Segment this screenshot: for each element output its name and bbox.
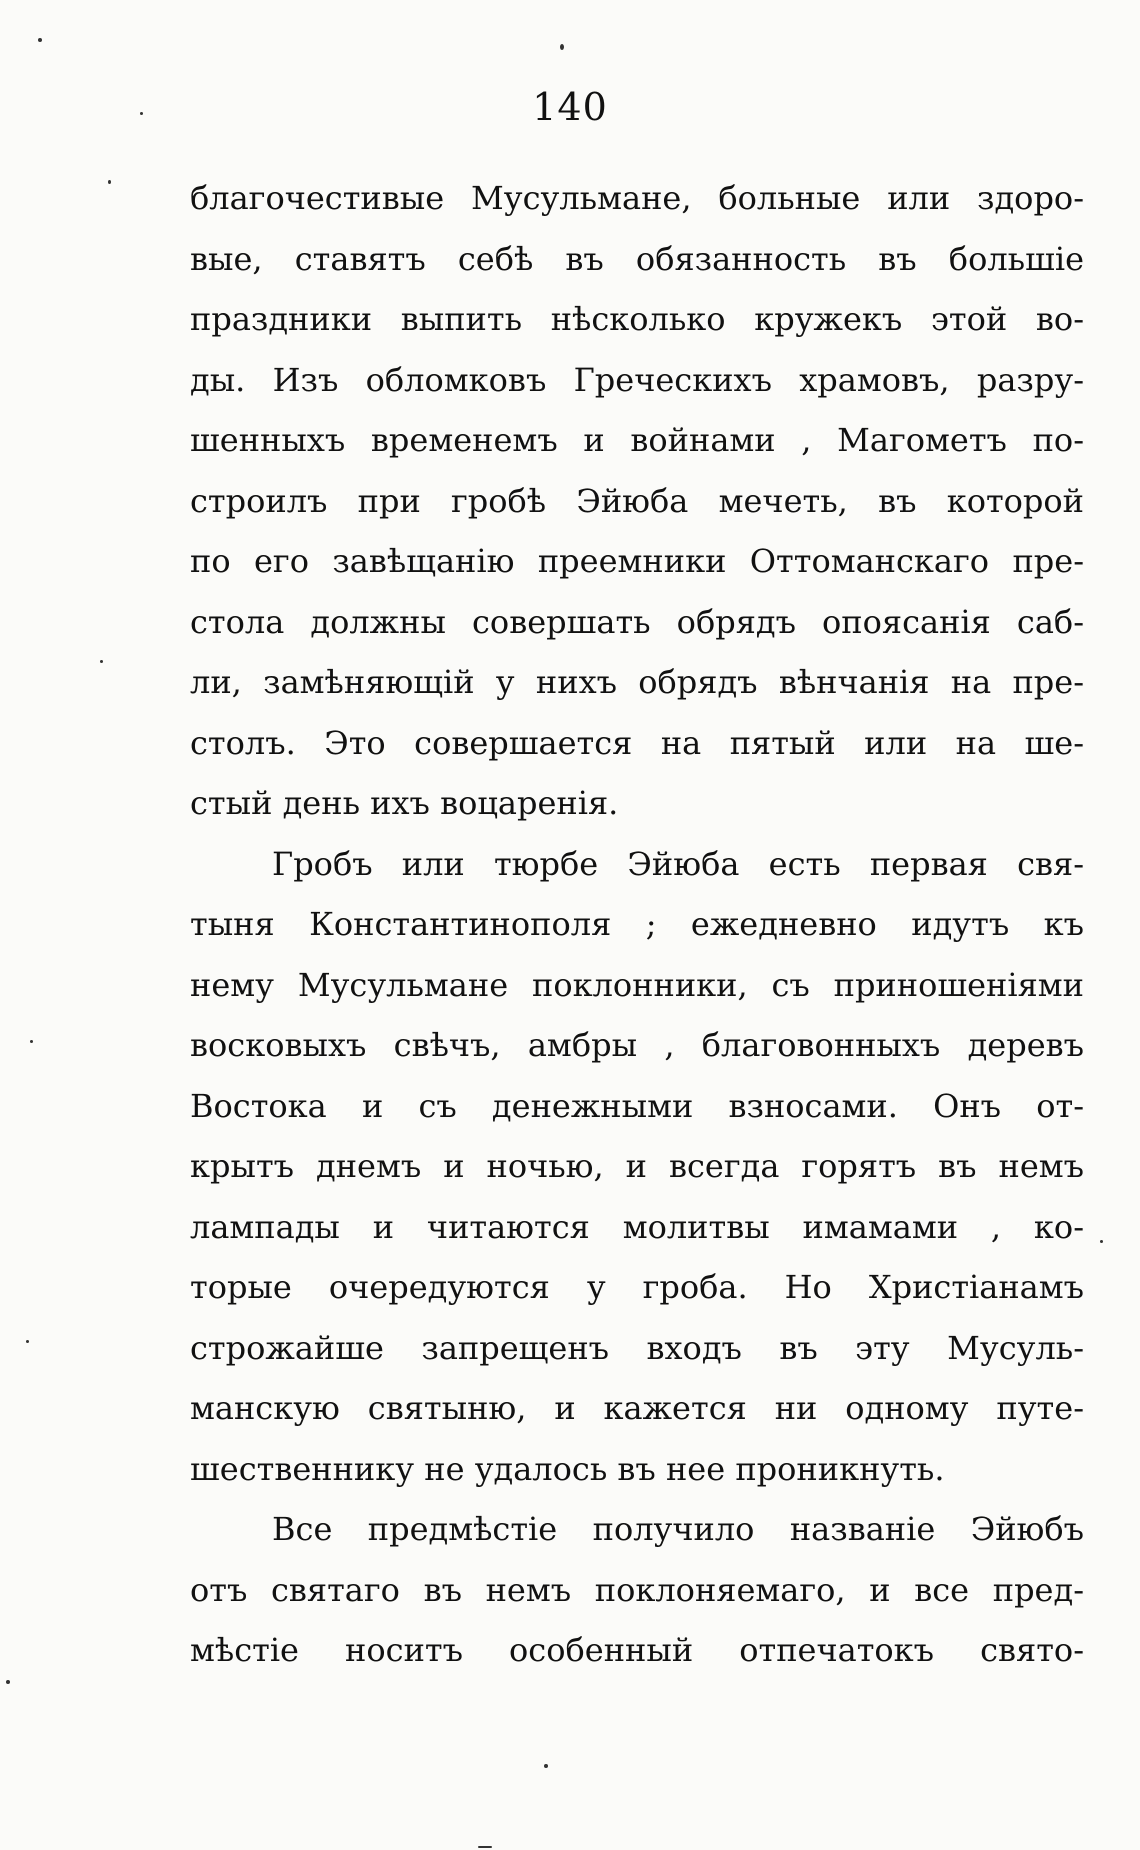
text-line: ли, замѣняющій у нихъ обрядъ вѣнчанія на пре- <box>190 663 1084 701</box>
scan-speck <box>1100 1240 1103 1243</box>
text-line: стола должны совершать обрядъ опоясанія саб- <box>190 602 1084 641</box>
text-line: вые, ставятъ себѣ въ обязанность въ большіе <box>190 239 1084 278</box>
text-line: отъ святаго въ немъ поклоняемаго, и все пред- <box>190 1570 1084 1609</box>
text-line: тыня Константинополя ; ежедневно идутъ къ <box>190 905 1084 943</box>
paragraph-3 <box>190 1499 1084 1681</box>
scan-speck <box>108 180 111 184</box>
scan-speck <box>478 1846 492 1848</box>
scan-speck <box>140 112 143 115</box>
text-line: строжайше запрещенъ входъ въ эту Мусуль- <box>190 1328 1084 1367</box>
text-line: мѣстіе носитъ особенный отпечатокъ свято- <box>190 1631 1084 1669</box>
text-line: лампады и читаются молитвы имамами , ко- <box>190 1207 1084 1246</box>
text-line: Гробъ или тюрбе Эйюба есть первая свя- <box>272 844 1084 883</box>
scan-speck <box>544 1764 548 1768</box>
text-line: восковыхъ свѣчъ, амбры , благовонныхъ деревъ <box>190 1026 1084 1064</box>
scan-speck <box>560 44 564 50</box>
scan-speck <box>6 1680 10 1684</box>
scan-speck <box>38 38 42 42</box>
scan-speck <box>26 1340 29 1343</box>
text-line: ды. Изъ обломковъ Греческихъ храмовъ, разру- <box>190 360 1084 399</box>
text-line: нему Мусульмане поклонники, съ приношеніями <box>190 965 1084 1004</box>
text-line: столъ. Это совершается на пятый или на ше- <box>190 723 1084 762</box>
text-line: по его завѣщанію преемники Оттоманскаго пре- <box>190 542 1084 580</box>
text-line: строилъ при гробѣ Эйюба мечеть, въ которой <box>190 481 1084 520</box>
text-line: Все предмѣстіе получило названіе Эйюбъ <box>272 1510 1084 1548</box>
text-line: Востока и съ денежными взносами. Онъ от- <box>190 1086 1084 1125</box>
text-line: праздники выпить нѣсколько кружекъ этой во- <box>190 300 1084 338</box>
scan-speck <box>100 660 103 663</box>
text-line: стый день ихъ воцаренія. <box>190 784 619 822</box>
body-text <box>190 168 1084 1681</box>
text-line: торые очередуются у гроба. Но Христіанамъ <box>190 1268 1084 1306</box>
paragraph-2 <box>190 834 1084 1500</box>
paragraph-1 <box>190 168 1084 834</box>
text-line: шественнику не удалось въ нее проникнуть. <box>190 1449 945 1488</box>
text-line: крытъ днемъ и ночью, и всегда горятъ въ немъ <box>190 1147 1084 1185</box>
text-line: благочестивые Мусульмане, больные или здоро- <box>190 179 1084 217</box>
text-line: манскую святыню, и кажется ни одному путе- <box>190 1389 1084 1427</box>
text-line: шенныхъ временемъ и войнами , Магометъ по- <box>190 421 1084 459</box>
scan-speck <box>30 1040 33 1043</box>
page-number: 140 <box>532 85 608 129</box>
